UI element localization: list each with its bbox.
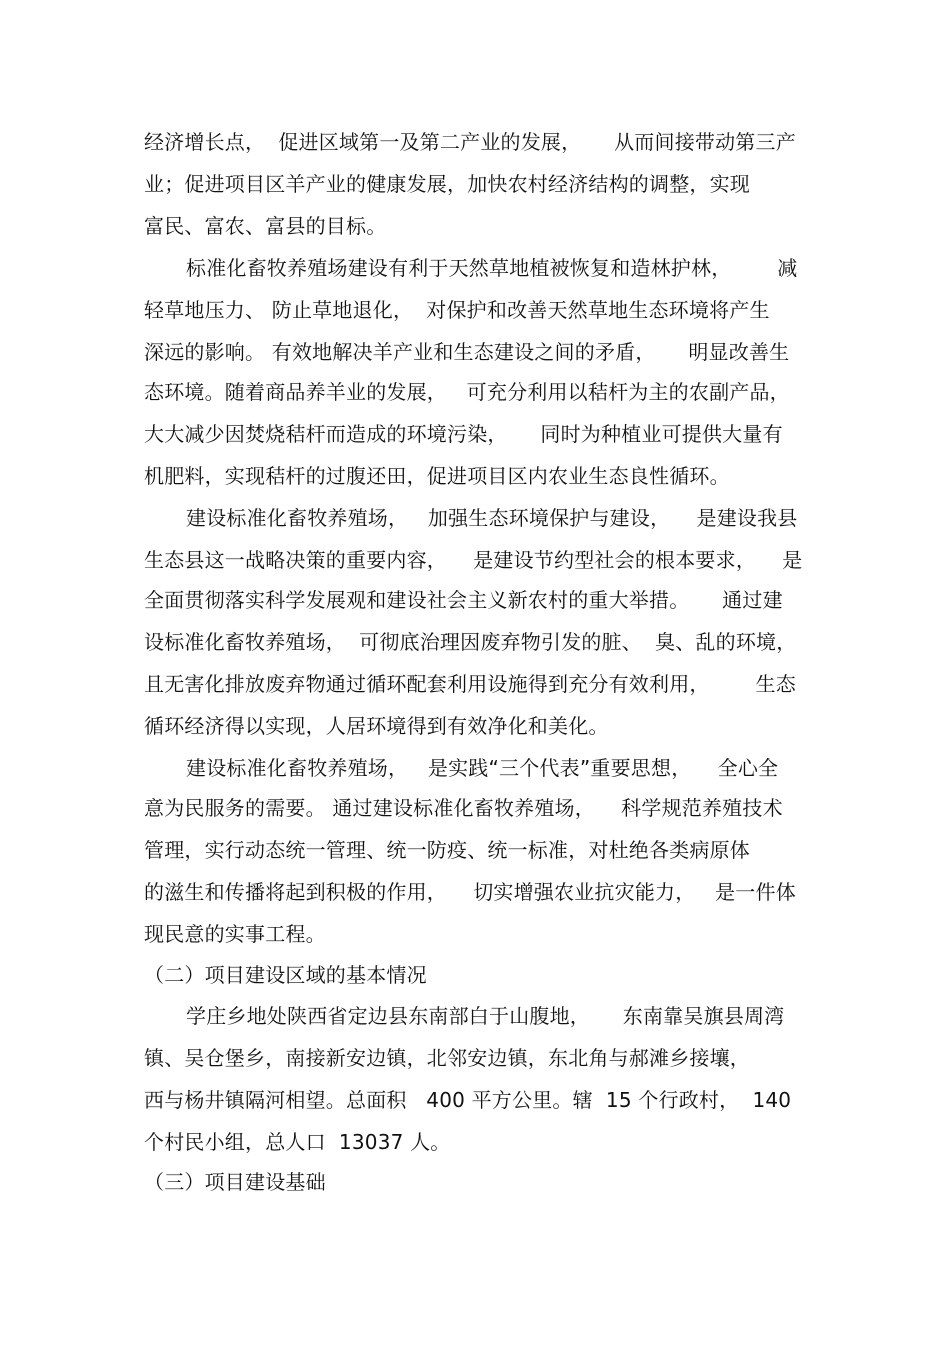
paragraph-line: 态环境。随着商品养羊业的发展， 可充分利用以秸杆为主的农副产品，: [144, 380, 790, 404]
paragraph-line: 建设标准化畜牧养殖场， 是实践“三个代表”重要思想， 全心全: [186, 756, 779, 780]
paragraph-line: 轻草地压力、 防止草地退化， 对保护和改善天然草地生态环境将产生: [144, 298, 770, 322]
paragraph-line: 管理，实行动态统一管理、统一防疫、统一标准，对杜绝各类病原体: [144, 838, 750, 862]
section-heading-2: （二）项目建设区域的基本情况: [144, 963, 427, 987]
section-heading-3: （三）项目建设基础: [144, 1170, 326, 1194]
paragraph-line: 意为民服务的需要。 通过建设标准化畜牧养殖场， 科学规范养殖技术: [144, 796, 783, 820]
paragraph-line: 镇、吴仓堡乡，南接新安边镇，北邻安边镇，东北角与郝滩乡接壤，: [144, 1046, 750, 1070]
paragraph-line: 西与杨井镇隔河相望。总面积 400 平方公里。辖 15 个行政村， 140: [144, 1088, 792, 1112]
paragraph-line: 的滋生和传播将起到积极的作用， 切实增强农业抗灾能力， 是一件体: [144, 880, 796, 904]
paragraph-line: 经济增长点， 促进区域第一及第二产业的发展， 从而间接带动第三产: [144, 130, 796, 154]
paragraph-line: 深远的影响。 有效地解决羊产业和生态建设之间的矛盾， 明显改善生: [144, 340, 790, 364]
paragraph-line: 全面贯彻落实科学发展观和建设社会主义新农村的重大举措。 通过建: [144, 588, 783, 612]
paragraph-line: 建设标准化畜牧养殖场， 加强生态环境保护与建设， 是建设我县: [186, 506, 798, 530]
paragraph-line: 标准化畜牧养殖场建设有利于天然草地植被恢复和造林护林， 减: [186, 256, 798, 280]
paragraph-line: 业；促进项目区羊产业的健康发展，加快农村经济结构的调整，实现: [144, 172, 750, 196]
paragraph-line: 学庄乡地处陕西省定边县东南部白于山腹地， 东南靠吴旗县周湾: [186, 1004, 785, 1028]
paragraph-line: 生态县这一战略决策的重要内容， 是建设节约型社会的根本要求， 是: [144, 548, 803, 572]
paragraph-line: 机肥料，实现秸杆的过腹还田，促进项目区内农业生态良性循环。: [144, 464, 730, 488]
paragraph-line: 循环经济得以实现，人居环境得到有效净化和美化。: [144, 714, 609, 738]
paragraph-line: 个村民小组，总人口 13037 人。: [144, 1130, 451, 1154]
paragraph-line: 大大减少因焚烧秸杆而造成的环境污染， 同时为种植业可提供大量有: [144, 422, 783, 446]
paragraph-line: 且无害化排放废弃物通过循环配套利用设施得到充分有效利用， 生态: [144, 672, 796, 696]
paragraph-line: 富民、富农、富县的目标。: [144, 214, 387, 238]
paragraph-line: 设标准化畜牧养殖场， 可彻底治理因废弃物引发的脏、 臭、乱的环境，: [144, 630, 797, 654]
paragraph-line: 现民意的实事工程。: [144, 922, 326, 946]
